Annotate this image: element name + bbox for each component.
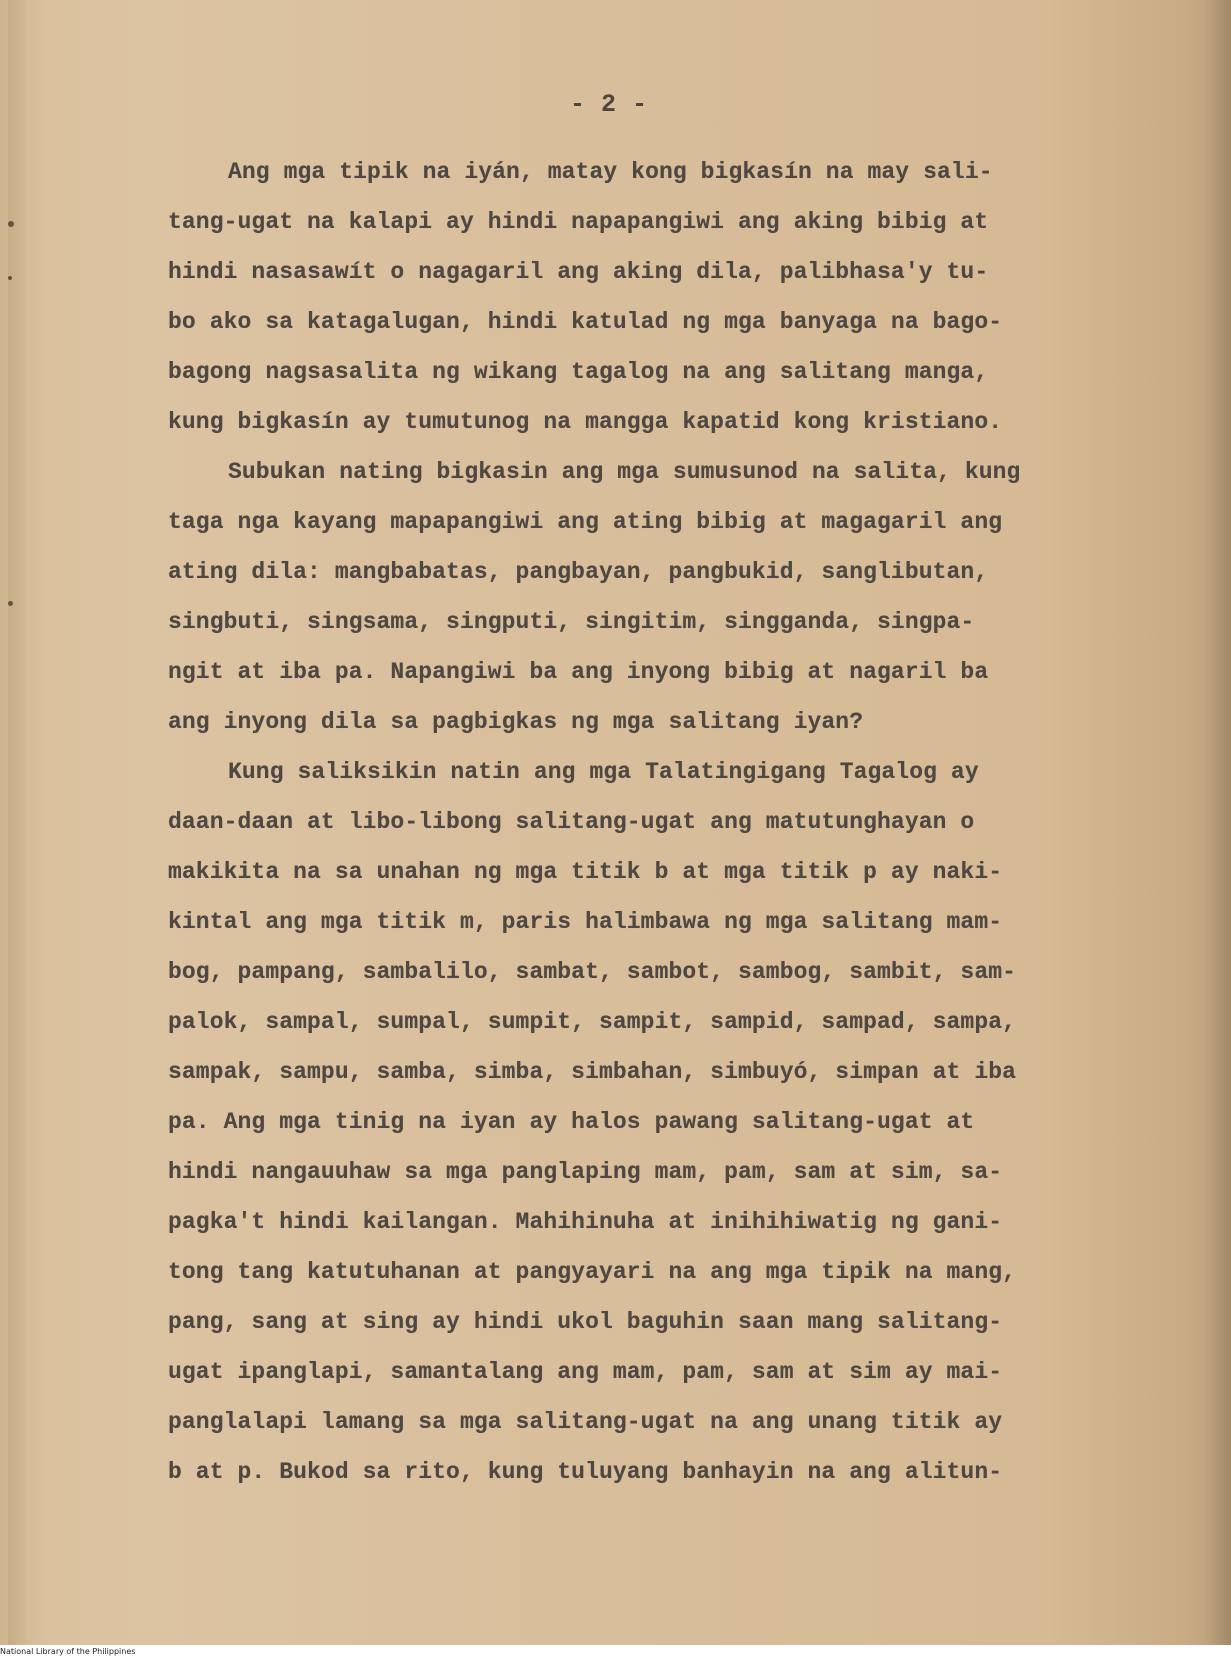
text-line: sampak, sampu, samba, simba, simbahan, simbuyó, simpan at iba (168, 1059, 1017, 1085)
text-line: tong tang katutuhanan at pangyayari na ang mga tipik na mang, (168, 1259, 1017, 1285)
text-line: pang, sang at sing ay hindi ukol baguhin saan mang salitang- (168, 1309, 1003, 1335)
text-line: bo ako sa katagalugan, hindi katulad ng mga banyaga na bago- (168, 309, 1003, 335)
text-line: makikita na sa unahan ng mga titik b at mga titik p ay naki- (168, 859, 1003, 885)
text-line: palok, sampal, sumpal, sumpit, sampit, sampid, sampad, sampa, (168, 1009, 1017, 1035)
text-line: ngit at iba pa. Napangiwi ba ang inyong bibig at nagaril ba (168, 659, 989, 685)
page-number: - 2 - (570, 90, 648, 119)
text-line: ugat ipanglapi, samantalang ang mam, pam, sam at sim ay mai- (168, 1359, 1003, 1385)
footer-credit: National Library of the Philippines (0, 1647, 136, 1656)
text-line: panglalapi lamang sa mga salitang-ugat na ang unang titik ay (168, 1409, 1003, 1435)
text-line: Kung saliksikin natin ang mga Talatingigang Tagalog ay (228, 759, 979, 785)
text-line: daan-daan at libo-libong salitang-ugat ang matutunghayan o (168, 809, 975, 835)
text-line: Subukan nating bigkasin ang mga sumusunod na salita, kung (228, 459, 1021, 485)
text-line: b at p. Bukod sa rito, kung tuluyang banhayin na ang alitun- (168, 1459, 1003, 1485)
text-line: taga nga kayang mapapangiwi ang ating bibig at magagaril ang (168, 509, 1003, 535)
text-line: pa. Ang mga tinig na iyan ay halos pawang salitang-ugat at (168, 1109, 975, 1135)
text-line: singbuti, singsama, singputi, singitim, singganda, singpa- (168, 609, 975, 635)
text-line: ating dila: mangbabatas, pangbayan, pangbukid, sanglibutan, (168, 559, 989, 585)
text-line: hindi nangauuhaw sa mga panglaping mam, pam, sam at sim, sa- (168, 1159, 1003, 1185)
text-line: kung bigkasín ay tumutunog na mangga kapatid kong kristiano. (168, 409, 1003, 435)
text-line: kintal ang mga titik m, paris halimbawa ng mga salitang mam- (168, 909, 1003, 935)
text-line: bagong nagsasalita ng wikang tagalog na ang salitang manga, (168, 359, 989, 385)
text-line: tang-ugat na kalapi ay hindi napapangiwi ang aking bibig at (168, 209, 989, 235)
text-line: Ang mga tipik na iyán, matay kong bigkasín na may sali- (228, 159, 993, 185)
text-line: pagka't hindi kailangan. Mahihinuha at inihihiwatig ng gani- (168, 1209, 1003, 1235)
text-line: ang inyong dila sa pagbigkas ng mga salitang iyan? (168, 709, 864, 735)
text-line: bog, pampang, sambalilo, sambat, sambot, sambog, sambit, sam- (168, 959, 1017, 985)
text-line: hindi nasasawít o nagagaril ang aking dila, palibhasa'y tu- (168, 259, 989, 285)
